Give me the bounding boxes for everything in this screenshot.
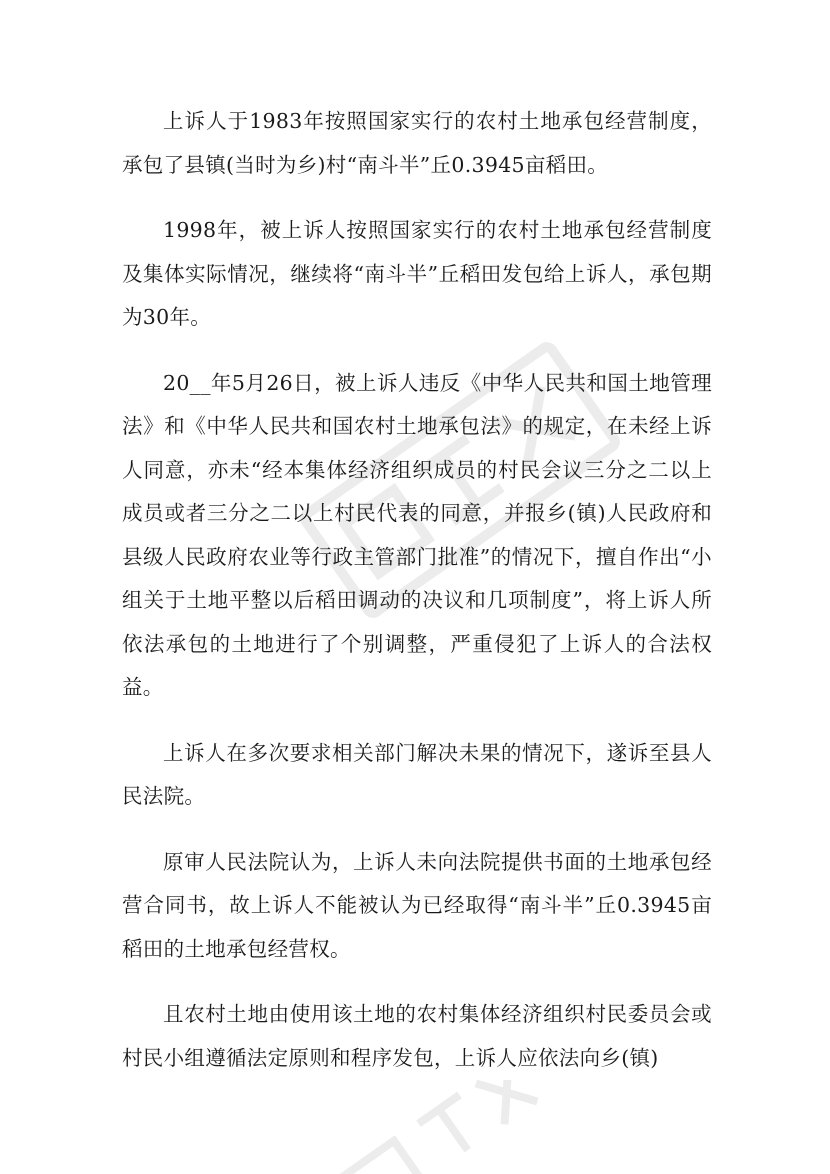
paragraph-6: 且农村土地由使用该土地的农村集体经济组织村民委员会或村民小组遵循法定原则和程序发包，上诉人应依法向乡(镇) (122, 1002, 712, 1070)
paragraph-2: 1998年，被上诉人按照国家实行的农村土地承包经营制度及集体实际情况，继续将“南斗半”丘稻田发包给上诉人，承包期为30年。 (122, 218, 712, 329)
paragraph-4: 上诉人在多次要求相关部门解决未果的情况下，遂诉至县人民法院。 (122, 740, 712, 808)
paragraph-1: 上诉人于1983年按照国家实行的农村土地承包经营制度，承包了县镇(当时为乡)村“南斗半”丘0.3945亩稻田。 (122, 109, 712, 177)
document-body (122, 100, 712, 1102)
paragraph-3: 20__年5月26日，被上诉人违反《中华人民共和国土地管理法》和《中华人民共和国农村土地承包法》的规定，在未经上诉人同意，亦未“经本集体经济组织成员的村民会议三分之二以上成员或者三分之二以上村民代表的同意，并报乡(镇)人民政府和县级人民政府农业等行政主管部门批准”的情况下，擅自作出“小组关于土地平整以后稻田调动的决议和几项制度”，将上诉人所依法承包的土地进行了个别调整，严重侵犯了上诉人的合法权益。 (122, 370, 712, 699)
paragraph-5: 原审人民法院认为，上诉人未向法院提供书面的土地承包经营合同书，故上诉人不能被认为已经取得“南斗半”丘0.3945亩稻田的土地承包经营权。 (122, 849, 712, 961)
